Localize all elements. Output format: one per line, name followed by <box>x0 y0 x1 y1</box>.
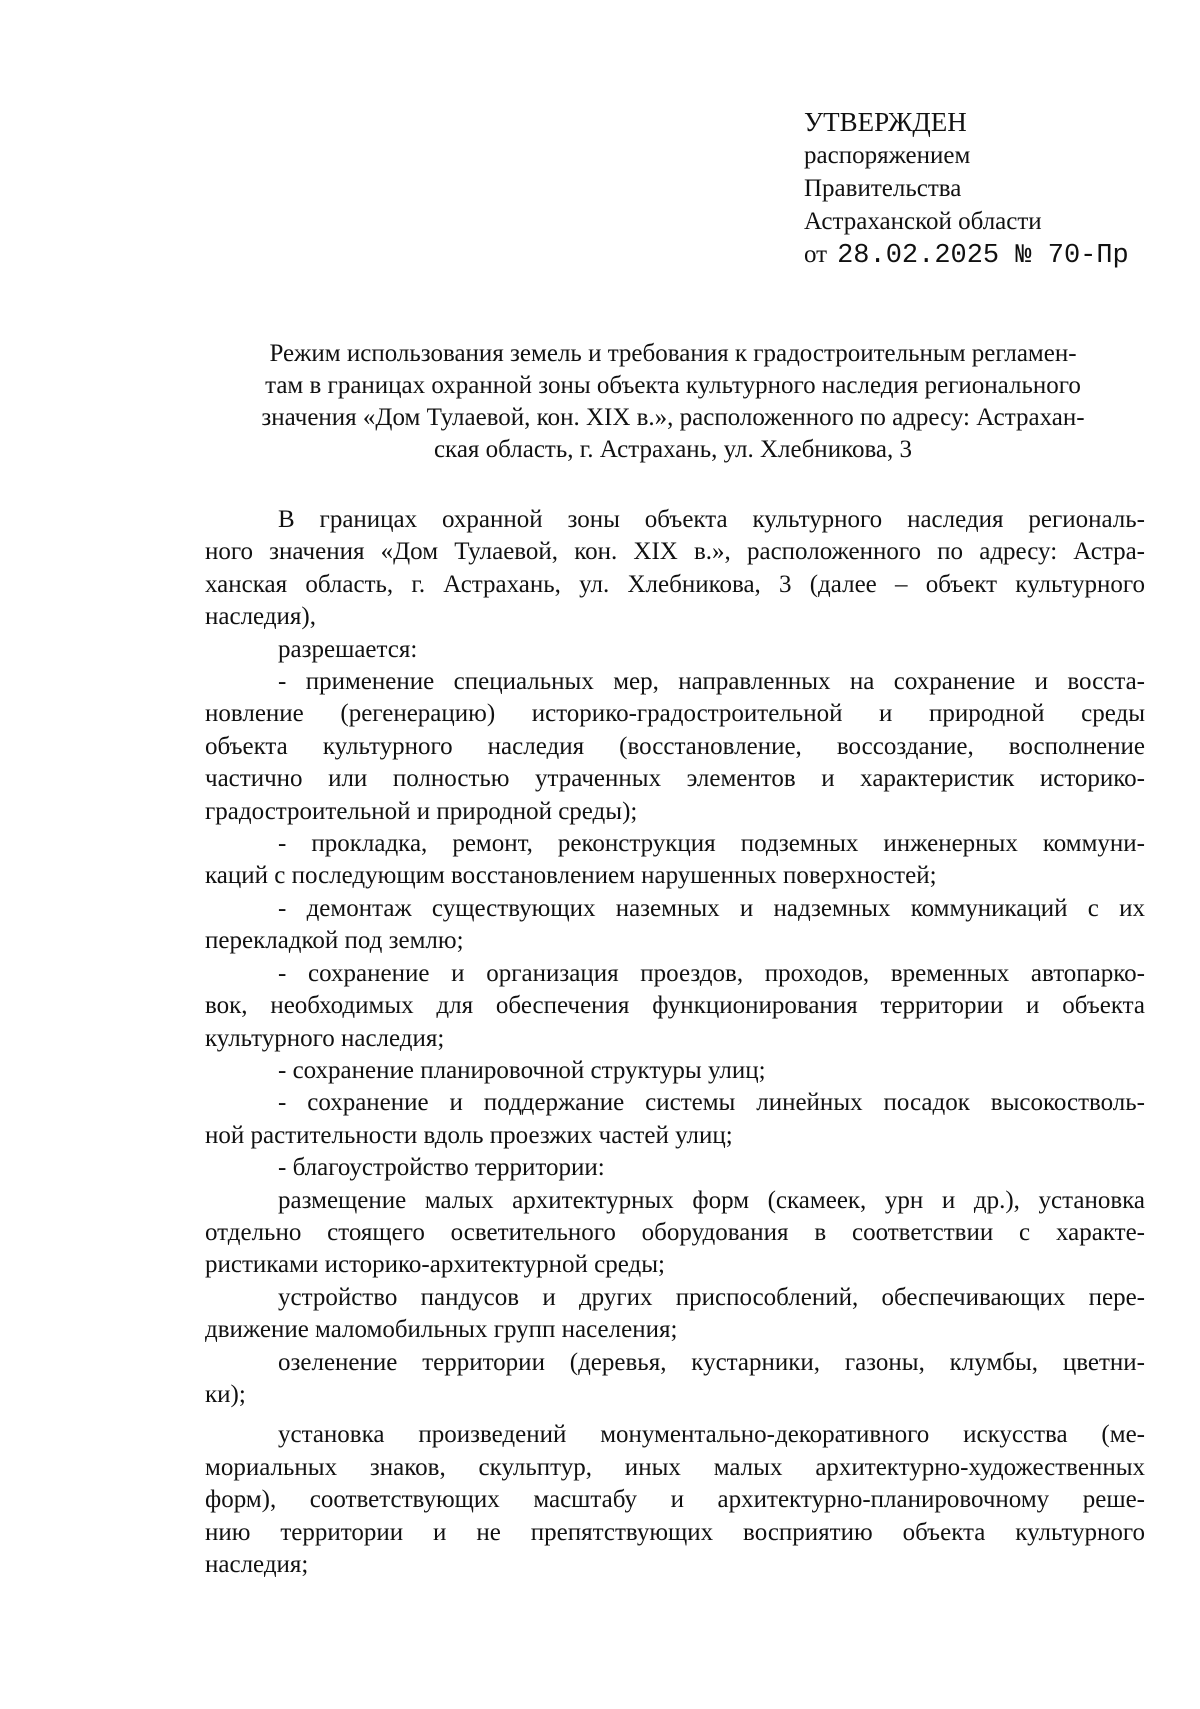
body-line: В границах охранной зоны объекта культурного наследия региональ- <box>278 506 1145 533</box>
body-line: ханская область, г. Астрахань, ул. Хлебникова, 3 (далее – объект культурного <box>205 570 1145 598</box>
approval-line: распоряжением <box>804 142 971 169</box>
body-line: нию территории и не препятствующих восприятию объекта культурного <box>205 1518 1145 1546</box>
date-prefix: от <box>804 241 828 268</box>
body-line: культурного наследия; <box>205 1024 445 1052</box>
body-line: новление (регенерацию) историко-градостроительной и природной среды <box>205 700 1145 728</box>
approval-stamp <box>804 106 1129 273</box>
body-line: - применение специальных мер, направленных на сохранение и восста- <box>278 668 1145 696</box>
body-line: наследия; <box>205 1551 309 1578</box>
body-line: - сохранение и организация проездов, проходов, временных автопарко- <box>278 959 1145 987</box>
body-line: частично или полностью утраченных элементов и характеристик историко- <box>205 765 1145 793</box>
approval-heading: УТВЕРЖДЕН <box>804 107 967 137</box>
date-number: 28.02.2025 № 70-Пр <box>837 241 1129 271</box>
approval-line: Астраханской области <box>804 208 1042 235</box>
body-line: разрешается: <box>278 635 418 663</box>
body-line: ной растительности вдоль проезжих частей улиц; <box>205 1121 733 1149</box>
title-line: Режим использования земель и требования к градостроительным регламен- <box>269 340 1077 367</box>
body-line: вок, необходимых для обеспечения функционирования территории и объекта <box>205 992 1145 1020</box>
approval-line: Правительства <box>804 175 962 202</box>
body-line: движение маломобильных групп населения; <box>205 1316 678 1344</box>
body-line: мориальных знаков, скульптур, иных малых архитектурно-художественных <box>205 1453 1145 1481</box>
title-line: значения «Дом Тулаевой, кон. XIX в.», расположенного по адресу: Астрахан- <box>261 404 1085 431</box>
body-line: размещение малых архитектурных форм (скамеек, урн и др.), установка <box>278 1186 1145 1214</box>
body-line: отдельно стоящего осветительного оборудования в соответствии с характе- <box>205 1218 1145 1246</box>
body-line: установка произведений монументально-декоративного искусства (ме- <box>278 1421 1145 1449</box>
document-title <box>208 338 1138 466</box>
body-line: ного значения «Дом Тулаевой, кон. XIX в.», расположенного по адресу: Астра- <box>205 538 1145 566</box>
body-line: устройство пандусов и других приспособлений, обеспечивающих пере- <box>278 1283 1145 1311</box>
body-line: - сохранение планировочной структуры улиц; <box>278 1056 766 1084</box>
body-line: объекта культурного наследия (восстановление, воссоздание, восполнение <box>205 732 1145 760</box>
document-body <box>205 504 1145 1581</box>
body-line: - прокладка, ремонт, реконструкция подземных инженерных коммуни- <box>278 830 1145 858</box>
body-line: - сохранение и поддержание системы линейных посадок высокостволь- <box>278 1089 1145 1117</box>
body-line: ристиками историко-архитектурной среды; <box>205 1251 665 1279</box>
body-line: озеленение территории (деревья, кустарники, газоны, клумбы, цветни- <box>278 1348 1145 1376</box>
body-line: каций с последующим восстановлением нарушенных поверхностей; <box>205 862 937 890</box>
body-line: форм), соответствующих масштабу и архитектурно-планировочному реше- <box>205 1486 1145 1514</box>
body-line: перекладкой под землю; <box>205 927 464 955</box>
title-line: там в границах охранной зоны объекта культурного наследия регионального <box>265 372 1081 399</box>
body-line: градостроительной и природной среды); <box>205 797 638 825</box>
body-line: наследия), <box>205 603 316 631</box>
body-line: ки); <box>205 1380 246 1408</box>
title-line: ская область, г. Астрахань, ул. Хлебникова, 3 <box>433 436 913 463</box>
body-line: - демонтаж существующих наземных и надземных коммуникаций с их <box>278 894 1145 922</box>
body-line: - благоустройство территории: <box>278 1154 605 1182</box>
approval-date-line <box>804 238 1129 273</box>
